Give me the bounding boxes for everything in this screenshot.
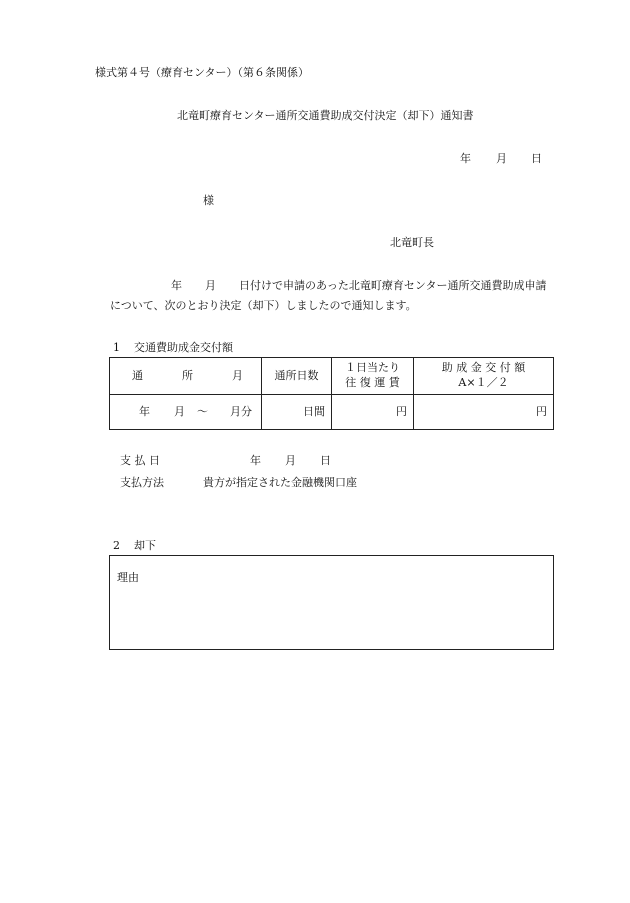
body-month: 月	[205, 279, 216, 292]
document-title: 北竜町療育センター通所交通費助成交付決定（却下）通知書	[177, 109, 474, 122]
header-period-char-3: 月	[232, 368, 243, 382]
rejection-reason-box	[109, 555, 554, 650]
body-line1-text: 日付けで申請のあった北竜町療育センター通所交通費助成申請	[239, 279, 547, 292]
body-line2: について、次のとおり決定（却下）しましたので通知します。	[110, 299, 417, 312]
fare-unit: 円	[396, 404, 407, 418]
section1-number: 1	[113, 341, 120, 354]
cell-fare	[332, 395, 414, 430]
payment-date-month: 月	[285, 454, 296, 467]
header-days	[262, 358, 332, 395]
addressee-suffix: 様	[203, 194, 214, 207]
period-tilde: ～	[197, 404, 208, 418]
header-period-char-2: 所	[182, 368, 193, 382]
payment-date-label: 支 払 日	[120, 454, 160, 467]
form-number: 様式第４号（療育センター）（第６条関係）	[95, 66, 310, 79]
header-fare-line1: １日当たり	[345, 361, 400, 375]
period-end: 月分	[230, 404, 252, 418]
section2-number: 2	[113, 539, 120, 552]
cell-period	[110, 395, 262, 430]
section2-title: 却下	[134, 539, 156, 552]
rejection-reason-label: 理由	[117, 571, 139, 584]
days-unit: 日間	[303, 404, 325, 418]
period-month: 月	[174, 404, 185, 418]
cell-days	[262, 395, 332, 430]
body-year: 年	[171, 279, 182, 292]
payment-date-year: 年	[250, 454, 261, 467]
header-fare	[332, 358, 414, 395]
section1-title: 交通費助成金交付額	[134, 341, 233, 354]
table-header-row	[110, 358, 554, 395]
date-year: 年	[460, 152, 471, 165]
issuer: 北竜町長	[390, 236, 434, 249]
header-period	[110, 358, 262, 395]
payment-method-value: 貴方が指定された金融機関口座	[203, 476, 357, 489]
date-month: 月	[496, 152, 507, 165]
header-grant-line2: A×１／２	[458, 376, 509, 389]
payment-date-day: 日	[320, 454, 331, 467]
period-year: 年	[139, 404, 150, 418]
grant-unit: 円	[536, 404, 547, 418]
header-grant	[414, 358, 554, 395]
header-grant-line1: 助 成 金 交 付 額	[441, 361, 526, 375]
grant-amount-table	[109, 357, 554, 430]
payment-method-label: 支払方法	[120, 476, 164, 489]
header-period-char-1: 通	[132, 368, 143, 382]
date-day: 日	[531, 152, 542, 165]
header-days-label: 通所日数	[274, 368, 319, 382]
table-row	[110, 395, 554, 430]
header-fare-line2: 往 復 運 賃	[345, 376, 400, 389]
cell-grant	[414, 395, 554, 430]
